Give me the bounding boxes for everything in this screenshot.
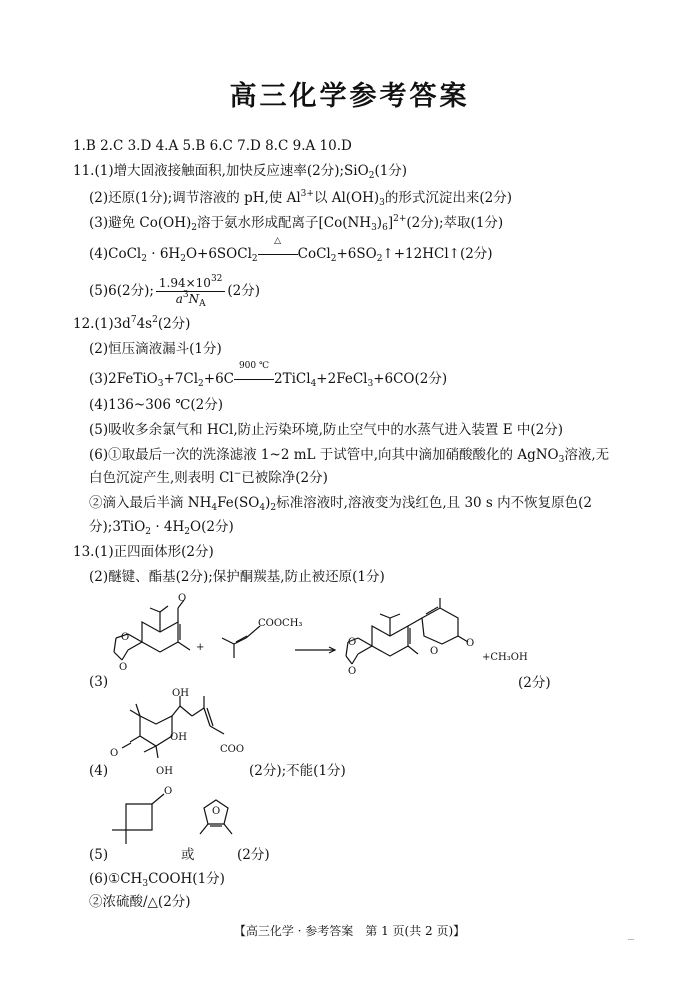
q11-part2: (2)还原(1分);调节溶液的 pH,使 $Al^{3+}$以 $Al(OH)_3$的形式沉淀出来(2分) — [89, 189, 513, 208]
svg-text:COOCH₃: COOCH₃ — [258, 618, 303, 629]
svg-text:O: O — [164, 786, 173, 797]
q13-part2: (2)醚键、酯基(2分);保护酮羰基,防止被还原(1分) — [89, 569, 385, 585]
q12-part6-line4: 分);3TiO$_2$ · $4H_2O(2$分) — [89, 519, 234, 537]
reactant-ester — [222, 618, 302, 658]
q12-part5: (5)吸收多余氯气和 HCl,防止污染环境,防止空气中的水蒸气进入装置 E 中(2分) — [89, 422, 563, 438]
q11-part1: 11.(1)增大固液接触面积,加快反应速率(2分);SiO$_2$(1分) — [73, 163, 408, 181]
q13-part6: $(6)①CH_3COOH(1$分) — [89, 871, 225, 889]
q13-part5-or: 或 — [181, 847, 195, 863]
svg-text:COO: COO — [220, 744, 245, 755]
q13-part3-label: (3) — [89, 674, 109, 690]
svg-text:O: O — [178, 593, 187, 604]
q11-part4: (4)CoCl$_2$ · $6H_2O+6SOCl_2$ △ $CoCl_2+6SO_2↑+12HCl↑(2$分) — [89, 236, 493, 264]
q12-part2: (2)恒压滴液漏斗(1分) — [89, 341, 222, 357]
svg-text:O: O — [212, 806, 221, 817]
q13-part6-2: ②浓硫酸/△(2分) — [89, 894, 191, 910]
q13-part1: 13.(1)正四面体形(2分) — [73, 544, 214, 560]
q11-part5: (5)6(2分); $\frac{1.94\times 10^{32}}{a^3N_A}$ (2分) — [89, 274, 261, 309]
heat-arrow: △ — [258, 245, 298, 263]
svg-text:O: O — [430, 646, 439, 657]
q13-part5-tail: (2分) — [237, 847, 270, 863]
svg-text:O: O — [110, 748, 119, 759]
q13-part4-structure — [106, 688, 256, 786]
q12-part6-line1: (6)①取最后一次的洗涤滤液 1~2 mL 于试管中,向其中滴加硝酸酸化的 AgNO$_3$溶液,无 — [89, 447, 610, 465]
q12-part4: (4)136~306 ℃(2分) — [89, 397, 223, 413]
svg-text:OH: OH — [156, 766, 173, 777]
ketal-o1: O — [121, 632, 130, 643]
q11-part3: (3)避免 $Co(OH)_2$溶于氨水形成配离子$[Co(NH_3)_6]^{2+}(2$分);萃取(1分) — [89, 214, 504, 233]
dihydrofuran-ring — [200, 800, 232, 834]
reactant-aldehyde — [114, 593, 190, 673]
svg-text:OH: OH — [172, 688, 189, 699]
page-footer: 【高三化学 · 参考答案 第 1 页(共 2 页)】 — [233, 924, 466, 938]
ketal-o2: O — [119, 662, 128, 673]
svg-text:O: O — [348, 666, 357, 677]
density-fraction: $\frac{1.94\times 10^{32}}{a^3N_A}$ — [156, 276, 226, 307]
q12-part3: $(3)2FeTiO_3+7Cl_2+6C$ 900 ℃ 2TiCl$_4$+2FeCl$_3$+6CO(2分) — [89, 361, 448, 389]
plus-sign: + — [196, 642, 205, 653]
q12-part6-line2: 白色沉淀产生,则表明 Cl−已被除净(2分) — [89, 469, 328, 486]
reaction-arrow: 900 ℃ — [234, 370, 274, 388]
product-lactone — [346, 598, 474, 677]
q13-part3-score: (2分) — [518, 675, 551, 691]
q12-part1: $12.(1)3d^74s^2(2$分) — [73, 315, 191, 332]
q12-part6-line3: ②滴入最后半滴 $NH_4Fe(SO_4)_2$标准溶液时,溶液变为浅红色,且 30 s 内不恢复原色(2 — [89, 495, 592, 513]
corner-mark: ﹍ — [626, 932, 636, 943]
svg-text:O: O — [348, 637, 357, 648]
reaction-scheme — [110, 593, 690, 698]
q13-part4-tail: (2分);不能(1分) — [249, 763, 346, 779]
q13-part5-label: (5) — [89, 847, 109, 863]
q13-part4-label: (4) — [89, 763, 109, 779]
svg-text:O: O — [466, 638, 475, 649]
svg-text:OH: OH — [170, 732, 187, 743]
mc-answers: 1.B 2.C 3.D 4.A 5.B 6.C 7.D 8.C 9.A 10.D — [73, 138, 352, 154]
byproduct-methanol: +CH₃OH — [482, 652, 528, 663]
page-title: 高三化学参考答案 — [229, 81, 470, 112]
cyclobutanone-ring — [126, 804, 152, 830]
